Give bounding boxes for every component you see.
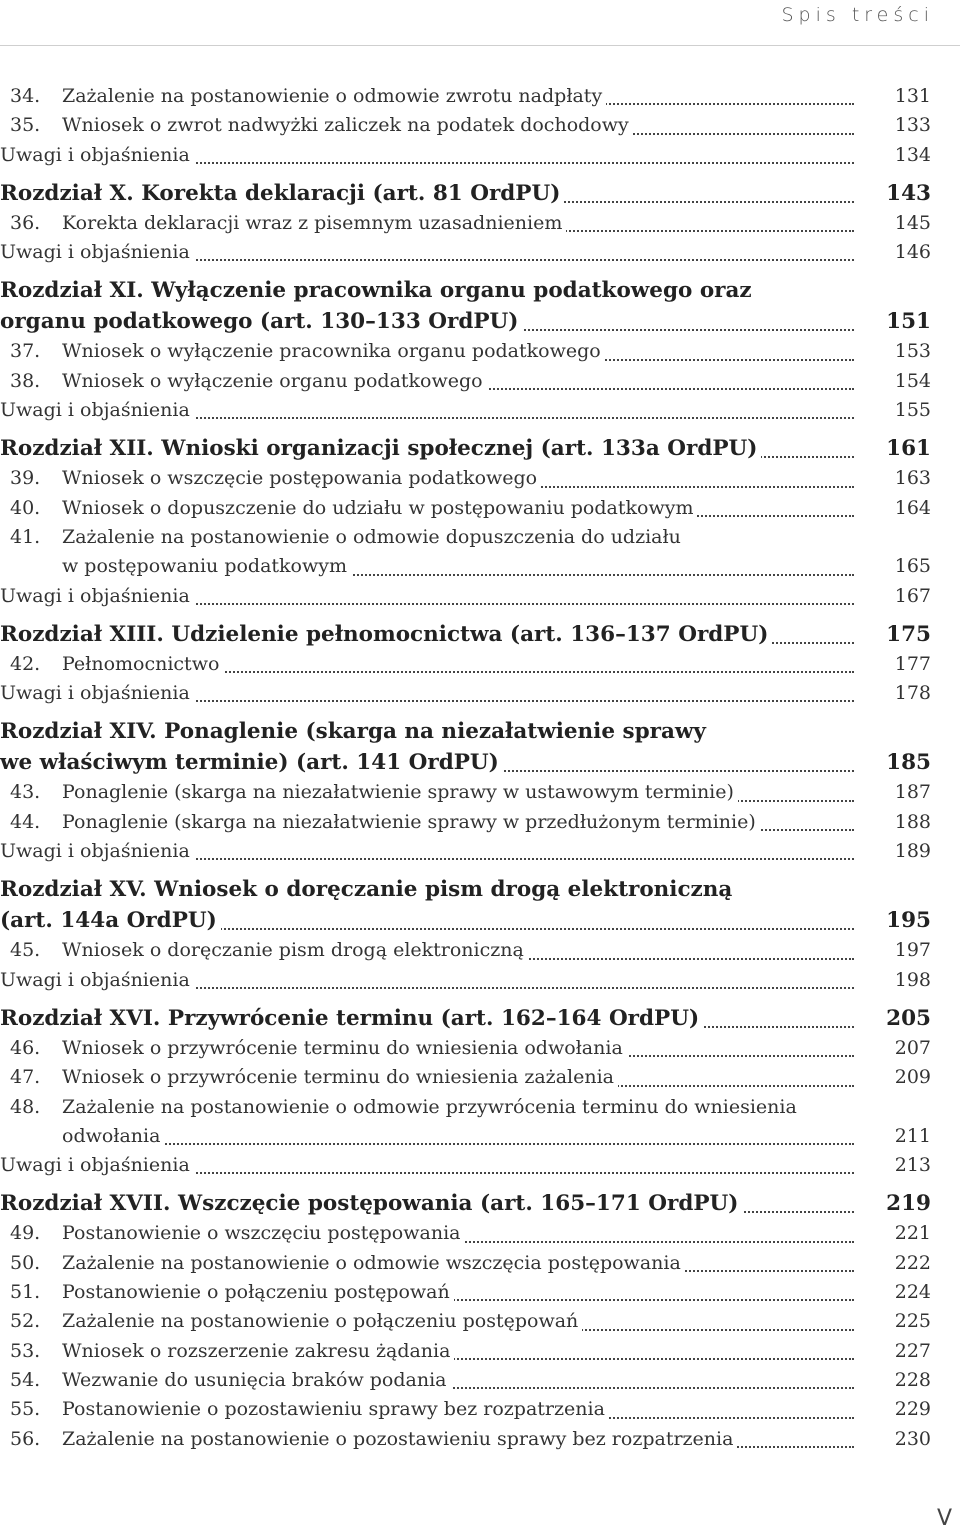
- toc-page-number: 229: [894, 1398, 931, 1421]
- toc-page-number: 189: [894, 840, 931, 863]
- entry-title: Uwagi i objaśnienia: [0, 1154, 194, 1176]
- entry-number: 38.: [10, 369, 41, 392]
- toc-entry[interactable]: [0, 1337, 960, 1366]
- toc-page-number: 227: [894, 1339, 931, 1362]
- chapter-title: Wnioski organizacji społecznej (art. 133a OrdPU): [161, 436, 758, 462]
- entry-number: 44.: [10, 810, 41, 833]
- toc-page-number: 230: [894, 1427, 931, 1450]
- toc-chapter-heading[interactable]: [0, 747, 960, 778]
- toc-chapter-heading[interactable]: [0, 1188, 960, 1219]
- entry-number: 50.: [10, 1251, 41, 1274]
- toc-page-number: 221: [894, 1222, 931, 1245]
- entry-number: 42.: [10, 652, 41, 675]
- toc-page-number: 213: [894, 1154, 931, 1177]
- entry-title: Wniosek o zwrot nadwyżki zaliczek na podatek dochodowy: [62, 114, 633, 136]
- entry-number: 45.: [10, 939, 41, 962]
- toc-page-number: 209: [894, 1066, 931, 1089]
- chapter-title: organu podatkowego (art. 130–133 OrdPU): [0, 309, 519, 335]
- toc-entry[interactable]: [0, 141, 960, 170]
- toc-page-number: 153: [894, 340, 931, 363]
- toc-page-number: 178: [894, 682, 931, 705]
- toc-page-number: 198: [894, 968, 931, 991]
- toc-entry[interactable]: [0, 111, 960, 140]
- toc-entry[interactable]: [0, 396, 960, 425]
- entry-title: Wniosek o przywrócenie terminu do wniesienia zażalenia: [62, 1066, 618, 1088]
- entry-number: 46.: [10, 1036, 41, 1059]
- entry-number: 52.: [10, 1310, 41, 1333]
- entry-number: 56.: [10, 1427, 41, 1450]
- toc-page-number: 225: [894, 1310, 931, 1333]
- header-rule: [0, 45, 960, 46]
- chapter-title: (art. 144a OrdPU): [0, 908, 217, 934]
- entry-number: 41.: [10, 525, 41, 548]
- toc-page-number: 197: [894, 939, 931, 962]
- toc-page-number: 187: [894, 781, 931, 804]
- toc-entry[interactable]: [0, 367, 960, 396]
- toc-page-number: 219: [886, 1191, 931, 1217]
- toc-chapter-heading[interactable]: [0, 874, 960, 905]
- chapter-number: Rozdział XV.: [0, 877, 147, 903]
- entry-title: Postanowienie o wszczęciu postępowania: [62, 1222, 464, 1244]
- chapter-title: Wniosek o doręczanie pism drogą elektroniczną: [154, 877, 733, 903]
- chapter-number: Rozdział X.: [0, 180, 134, 206]
- entry-title: Postanowienie o połączeniu postępowań: [62, 1281, 454, 1303]
- toc-chapter-heading[interactable]: [0, 178, 960, 209]
- toc-entry[interactable]: [0, 552, 960, 581]
- toc-page-number: 175: [886, 621, 931, 647]
- entry-title: Uwagi i objaśnienia: [0, 144, 194, 166]
- entry-title: Wniosek o rozszerzenie zakresu żądania: [62, 1340, 454, 1362]
- toc-entry[interactable]: [0, 464, 960, 493]
- entry-title: Wniosek o wyłączenie organu podatkowego: [62, 370, 487, 392]
- entry-title: Uwagi i objaśnienia: [0, 969, 194, 991]
- toc-page-number: 161: [886, 436, 931, 462]
- toc-page-number: 134: [894, 143, 931, 166]
- toc-entry[interactable]: [0, 494, 960, 523]
- toc-chapter-heading[interactable]: [0, 1003, 960, 1034]
- running-header: Spis treści: [781, 4, 934, 26]
- entry-title: Zażalenie na postanowienie o odmowie dopuszczenia do udziału: [62, 526, 685, 548]
- entry-title: Wniosek o dopuszczenie do udziału w postępowaniu podatkowym: [62, 497, 697, 519]
- entry-number: 34.: [10, 85, 41, 107]
- entry-title: Wezwanie do usunięcia braków podania: [62, 1369, 451, 1391]
- entry-title: Uwagi i objaśnienia: [0, 241, 194, 263]
- entry-title: odwołania: [62, 1125, 164, 1147]
- toc-entry[interactable]: [0, 1034, 960, 1063]
- toc-entry[interactable]: [0, 82, 960, 111]
- entry-title: Uwagi i objaśnienia: [0, 840, 194, 862]
- toc-page-number: 145: [894, 211, 931, 234]
- toc-page-number: 146: [894, 241, 931, 264]
- entry-number: 40.: [10, 496, 41, 519]
- entry-title: Uwagi i objaśnienia: [0, 682, 194, 704]
- toc-page-number: 195: [886, 908, 931, 934]
- dot-leader: [62, 1143, 854, 1145]
- toc-page-number: 154: [894, 369, 931, 392]
- toc-entry[interactable]: [0, 1063, 960, 1092]
- toc-page-number: 165: [894, 555, 931, 578]
- entry-number: 54.: [10, 1368, 41, 1391]
- chapter-title: Udzielenie pełnomocnictwa (art. 136–137 OrdPU): [171, 621, 769, 647]
- entry-number: 47.: [10, 1066, 41, 1089]
- chapter-title: Wyłączenie pracownika organu podatkowego oraz: [151, 278, 752, 304]
- entry-number: 48.: [10, 1095, 41, 1118]
- toc-page-number: 185: [886, 750, 931, 776]
- entry-title: Ponaglenie (skarga na niezałatwienie sprawy w ustawowym terminie): [62, 781, 738, 803]
- toc-chapter-heading[interactable]: [0, 905, 960, 936]
- toc-entry[interactable]: [0, 1278, 960, 1307]
- toc-entry[interactable]: [0, 808, 960, 837]
- toc-entry[interactable]: [0, 523, 960, 552]
- toc-entry[interactable]: [0, 1122, 960, 1151]
- entry-title: Zażalenie na postanowienie o odmowie wszczęcia postępowania: [62, 1252, 685, 1274]
- toc-chapter-heading[interactable]: [0, 716, 960, 747]
- chapter-title: Korekta deklaracji (art. 81 OrdPU): [141, 180, 561, 206]
- toc-entry[interactable]: [0, 650, 960, 679]
- chapter-number: Rozdział XI.: [0, 278, 144, 304]
- toc-chapter-heading[interactable]: [0, 306, 960, 337]
- toc-page-number: 207: [894, 1036, 931, 1059]
- toc-page-number: 167: [894, 584, 931, 607]
- toc-entry[interactable]: [0, 1219, 960, 1248]
- toc-entry[interactable]: [0, 1093, 960, 1122]
- toc-page-number: 164: [894, 496, 931, 519]
- toc-page-number: 143: [886, 180, 931, 206]
- page-number: V: [936, 1506, 952, 1531]
- toc-page-number: 188: [894, 810, 931, 833]
- chapter-number: Rozdział XII.: [0, 436, 154, 462]
- toc-entry[interactable]: [0, 936, 960, 965]
- entry-title: Ponaglenie (skarga na niezałatwienie sprawy w przedłużonym terminie): [62, 811, 760, 833]
- chapter-number: Rozdział XIV.: [0, 719, 157, 745]
- chapter-number: Rozdział XIII.: [0, 621, 164, 647]
- entry-title: Zażalenie na postanowienie o połączeniu postępowań: [62, 1310, 582, 1332]
- entry-number: 37.: [10, 340, 41, 363]
- toc-page-number: 222: [894, 1251, 931, 1274]
- chapter-number: Rozdział XVI.: [0, 1005, 161, 1031]
- entry-number: 53.: [10, 1339, 41, 1362]
- chapter-title: Ponaglenie (skarga na niezałatwienie sprawy: [164, 719, 706, 745]
- toc-page-number: 133: [894, 114, 931, 137]
- toc-entry[interactable]: [0, 1425, 960, 1454]
- toc-entry[interactable]: [0, 1366, 960, 1395]
- entry-number: 49.: [10, 1222, 41, 1245]
- chapter-number: Rozdział XVII.: [0, 1191, 171, 1217]
- toc-chapter-heading[interactable]: [0, 433, 960, 464]
- toc-page-number: 177: [894, 652, 931, 675]
- toc-chapter-heading[interactable]: [0, 275, 960, 306]
- toc-entry[interactable]: [0, 238, 960, 267]
- toc-entry[interactable]: [0, 1395, 960, 1424]
- toc-page-number: 211: [894, 1124, 931, 1147]
- chapter-title: we właściwym terminie) (art. 141 OrdPU): [0, 750, 499, 776]
- toc-entry[interactable]: [0, 778, 960, 807]
- toc-entry[interactable]: [0, 582, 960, 611]
- toc-page-number: 131: [894, 85, 931, 107]
- entry-title: Pełnomocnictwo: [62, 653, 223, 675]
- toc-entry[interactable]: [0, 679, 960, 708]
- entry-number: 51.: [10, 1281, 41, 1304]
- toc-page-number: 155: [894, 399, 931, 422]
- toc-entry[interactable]: [0, 1307, 960, 1336]
- entry-title: Zażalenie na postanowienie o pozostawieniu sprawy bez rozpatrzenia: [62, 1428, 737, 1450]
- toc-page-number: 151: [886, 309, 931, 335]
- toc-entry[interactable]: [0, 1151, 960, 1180]
- entry-title: Postanowienie o pozostawieniu sprawy bez rozpatrzenia: [62, 1398, 609, 1420]
- toc-page-number: 205: [886, 1005, 931, 1031]
- table-of-contents: [0, 82, 960, 1454]
- entry-title: Zażalenie na postanowienie o odmowie przywrócenia terminu do wniesienia: [62, 1096, 801, 1118]
- chapter-title: Przywrócenie terminu (art. 162–164 OrdPU): [167, 1005, 700, 1031]
- entry-title: Wniosek o doręczanie pism drogą elektroniczną: [62, 939, 528, 961]
- entry-title: Korekta deklaracji wraz z pisemnym uzasadnieniem: [62, 212, 566, 234]
- toc-page-number: 163: [894, 467, 931, 490]
- chapter-title: Wszczęcie postępowania (art. 165–171 OrdPU): [177, 1191, 739, 1217]
- toc-entry[interactable]: [0, 209, 960, 238]
- entry-title: Wniosek o przywrócenie terminu do wniesienia odwołania: [62, 1037, 627, 1059]
- toc-chapter-heading[interactable]: [0, 619, 960, 650]
- entry-number: 35.: [10, 114, 41, 137]
- toc-entry[interactable]: [0, 966, 960, 995]
- entry-title: Wniosek o wyłączenie pracownika organu podatkowego: [62, 340, 605, 362]
- toc-entry[interactable]: [0, 837, 960, 866]
- toc-page-number: 228: [894, 1368, 931, 1391]
- entry-number: 36.: [10, 211, 41, 234]
- entry-title: Wniosek o wszczęcie postępowania podatkowego: [62, 467, 541, 489]
- entry-title: Uwagi i objaśnienia: [0, 585, 194, 607]
- entry-title: Uwagi i objaśnienia: [0, 399, 194, 421]
- toc-entry[interactable]: [0, 1249, 960, 1278]
- toc-entry[interactable]: [0, 337, 960, 366]
- entry-title: w postępowaniu podatkowym: [62, 555, 351, 577]
- entry-number: 43.: [10, 781, 41, 804]
- entry-title: Zażalenie na postanowienie o odmowie zwrotu nadpłaty: [62, 85, 606, 107]
- entry-number: 55.: [10, 1398, 41, 1421]
- toc-page-number: 224: [894, 1281, 931, 1304]
- entry-number: 39.: [10, 467, 41, 490]
